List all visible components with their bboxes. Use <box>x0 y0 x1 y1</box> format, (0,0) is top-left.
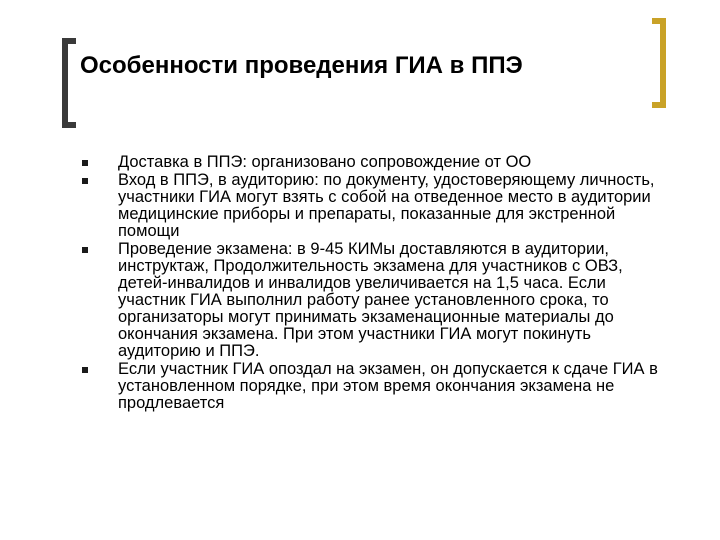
square-bullet-icon <box>82 367 88 373</box>
list-item-text: Доставка в ППЭ: организовано сопровождение от ОО <box>118 153 532 171</box>
list-item-text: Проведение экзамена: в 9-45 КИМы доставляются в аудитории, инструктаж, Продолжительность экзамена для участников с ОВЗ, детей-инвалидов и инвалидов увеличивается на 1,5 часа. Если участник ГИА выполнил работу ранее установленного срока, то организаторы могут принимать экзаменационные материалы до окончания экзамена. При этом участники ГИА могут покинуть аудиторию и ППЭ. <box>118 240 623 360</box>
square-bullet-icon <box>82 178 88 184</box>
list-item-text: Если участник ГИА опоздал на экзамен, он допускается к сдаче ГИА в установленном порядке, при этом время окончания экзамена не продлевается <box>118 360 658 412</box>
bullet-list <box>82 154 672 413</box>
list-item <box>82 241 672 360</box>
list-item <box>82 361 672 412</box>
list-item <box>82 172 672 240</box>
list-item-text: Вход в ППЭ, в аудиторию: по документу, удостоверяющему личность, участники ГИА могут взять с собой на отведенное место в аудитории медицинские приборы и препараты, показанные для экстренной помощи <box>118 171 655 240</box>
slide-title: Особенности проведения ГИА в ППЭ <box>80 52 523 79</box>
square-bullet-icon <box>82 247 88 253</box>
right-bracket <box>652 18 666 108</box>
list-item <box>82 154 672 171</box>
left-bracket <box>62 38 76 128</box>
square-bullet-icon <box>82 160 88 166</box>
